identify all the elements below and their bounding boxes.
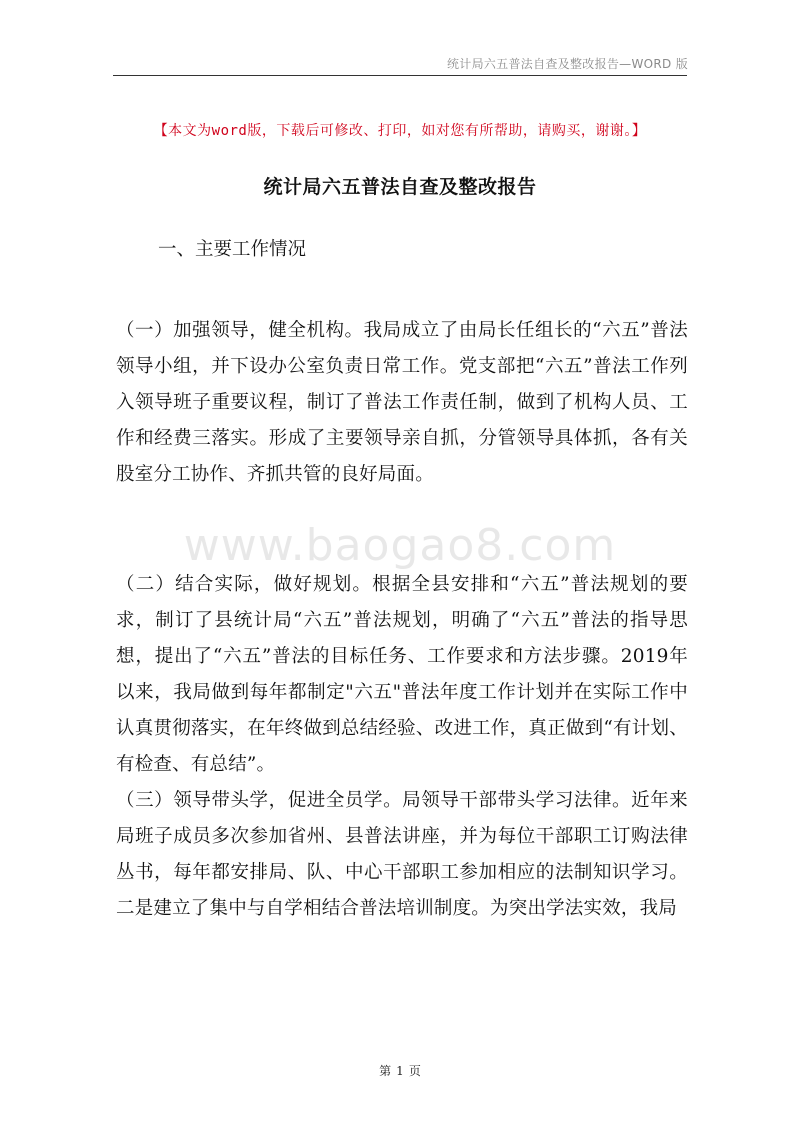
section-heading: 一、主要工作情况 — [158, 239, 307, 260]
download-notice: 【本文为word版，下载后可修改、打印，如对您有所帮助，请购买，谢谢。】 — [153, 123, 647, 139]
paragraph-2: （二）结合实际，做好规划。根据全县安排和“六五”普法规划的要求，制订了县统计局“六五”普法规划，明确了“六五”普法的指导思想，提出了“六五”普法的目标任务、工作要求和方法步骤。2019年以来，我局做到每年都制定"六五"普法年度工作计划并在实际工作中认真贯彻落实，在年终做到总结经验、改进工作，真正做到“有计划、有检查、有总结”。 — [116, 574, 688, 775]
page-suffix: 页 — [408, 1064, 421, 1078]
page-prefix: 第 — [379, 1064, 392, 1078]
paragraph-3: （三）领导带头学，促进全员学。局领导干部带头学习法律。近年来局班子成员多次参加省州、县普法讲座，并为每位干部职工订购法律丛书，每年都安排局、队、中心干部职工参加相应的法制知识学习。二是建立了集中与自学相结合普法培训制度。为突出学法实效，我局 — [116, 790, 688, 919]
document-title: 统计局六五普法自查及整改报告 — [263, 176, 537, 198]
header-divider — [113, 75, 687, 76]
page-footer — [0, 1062, 800, 1079]
paragraph-1: （一）加强领导，健全机构。我局成立了由局长任组长的“六五”普法领导小组，并下设办公室负责日常工作。党支部把“六五”普法工作列入领导班子重要议程，制订了普法工作责任制，做到了机构人员、工作和经费三落实。形成了主要领导亲自抓，分管领导具体抓，各有关股室分工协作、齐抓共管的良好局面。 — [116, 320, 688, 485]
running-header: 统计局六五普法自查及整改报告—WORD 版 — [446, 57, 688, 71]
page-number: 1 — [396, 1064, 404, 1078]
watermark: www.baogao8.com — [183, 520, 617, 571]
